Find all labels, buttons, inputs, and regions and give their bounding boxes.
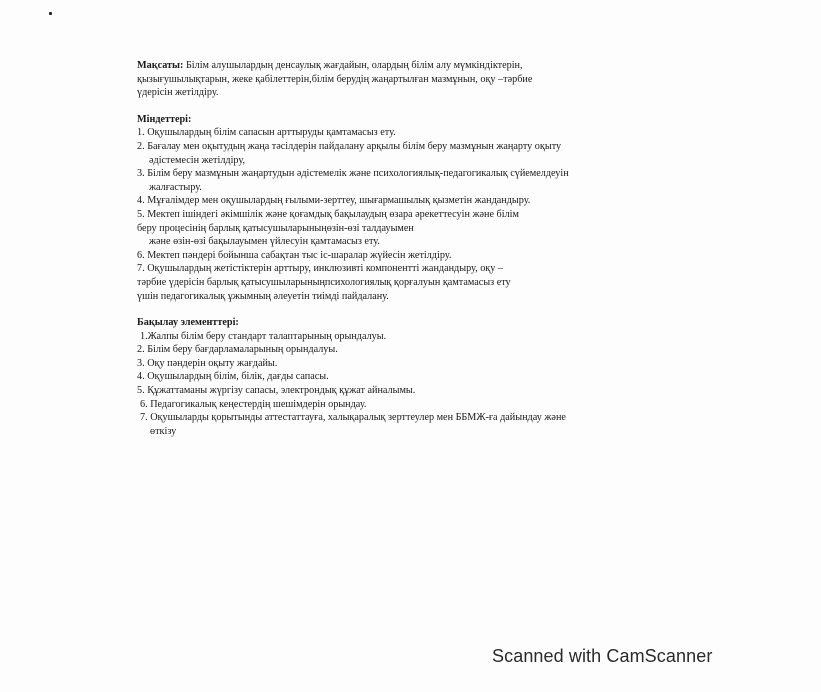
tasks-section xyxy=(137,113,657,303)
purpose-line-1 xyxy=(137,59,657,73)
task-line: 2. Бағалау мен оқытудың жаңа тәсілдерін пайдалану арқылы білім беру мазмұнын жаңарту оқыту xyxy=(137,140,562,152)
task-line: тәрбие үдерісін барлық қатысушыларыныңпсихологиялық қорғалуын қамтамасыз ету xyxy=(137,276,511,288)
tasks-heading: Міндеттері: xyxy=(137,113,192,125)
task-line: 7. Оқушылардың жетістіктерін арттыру, инклюзивті компонентті жандандыру, оқу – xyxy=(137,263,503,275)
camscanner-watermark: Scanned with CamScanner xyxy=(492,646,713,666)
purpose-line-3: үдерісін жетілдіру. xyxy=(137,87,219,99)
scan-speck xyxy=(49,12,52,15)
control-heading: Бақылау элементтері: xyxy=(137,317,239,329)
control-section xyxy=(137,316,657,438)
spacer xyxy=(137,100,657,113)
task-line: 5. Мектеп ішіндегі әкімшілік және қоғамдық бақылаудың өзара әрекеттесуін және білім xyxy=(137,208,519,220)
task-line: беру процесінің барлық қатысушыларыныңөзін-өзі талдауымен xyxy=(137,222,414,234)
control-line: өткізу xyxy=(150,425,177,437)
task-line: және өзін-өзі бақылауымен үйлесуін қамтамасыз ету. xyxy=(149,236,380,248)
task-line: әдістемесін жетілдіру, xyxy=(149,154,245,166)
task-line: жалғастыру. xyxy=(149,181,202,193)
task-line: 4. Мұғалімдер мен оқушылардың ғылыми-зерттеу, шығармашылық қызметін жандандыру. xyxy=(137,195,531,207)
purpose-line-2: қызығушылықтарын, жеке қабілеттерін,білім берудің жаңартылған мазмұнын, оқу –тәрбие xyxy=(137,73,533,85)
purpose-label: Мақсаты: xyxy=(137,60,184,71)
control-line: 7. Оқушыларды қорытынды аттестаттауға, халықаралық зерттеулер мен ББМЖ-ға дайындау және xyxy=(140,412,566,424)
purpose-text-1: Білім алушылардың денсаулық жағдайын, олардың білім алу мүмкіндіктерін, xyxy=(183,60,523,71)
control-line: 6. Педагогикалық кеңестердің шешімдерін орындау. xyxy=(140,398,367,410)
document-body xyxy=(137,59,657,438)
control-line: 4. Оқушылардың білім, білік, дағды сапасы. xyxy=(137,371,329,383)
spacer xyxy=(137,303,657,316)
control-line: 1.Жалпы білім беру стандарт талаптарының орындалуы. xyxy=(140,330,387,342)
task-line: 1. Оқушылардың білім сапасын арттыруды қамтамасыз ету. xyxy=(137,127,396,139)
task-line: 6. Мектеп пәндері бойынша сабақтан тыс іс-шаралар жүйесін жетілдіру. xyxy=(137,249,452,261)
control-line: 3. Оқу пәндерін оқыту жағдайы. xyxy=(137,357,278,369)
control-line: 5. Құжаттаманы жүргізу сапасы, электрондық құжат айналымы. xyxy=(137,385,416,397)
task-line: үшін педагогикалық ұжымның әлеуетін тиімді пайдалану. xyxy=(137,290,389,302)
control-line: 2. Білім беру бағдарламаларының орындалуы. xyxy=(137,344,338,356)
task-line: 3. Білім беру мазмұнын жаңартудын әдістемелік және психологиялық-педагогикалық сүйемелдеуін xyxy=(137,168,569,180)
purpose-section xyxy=(137,59,657,100)
